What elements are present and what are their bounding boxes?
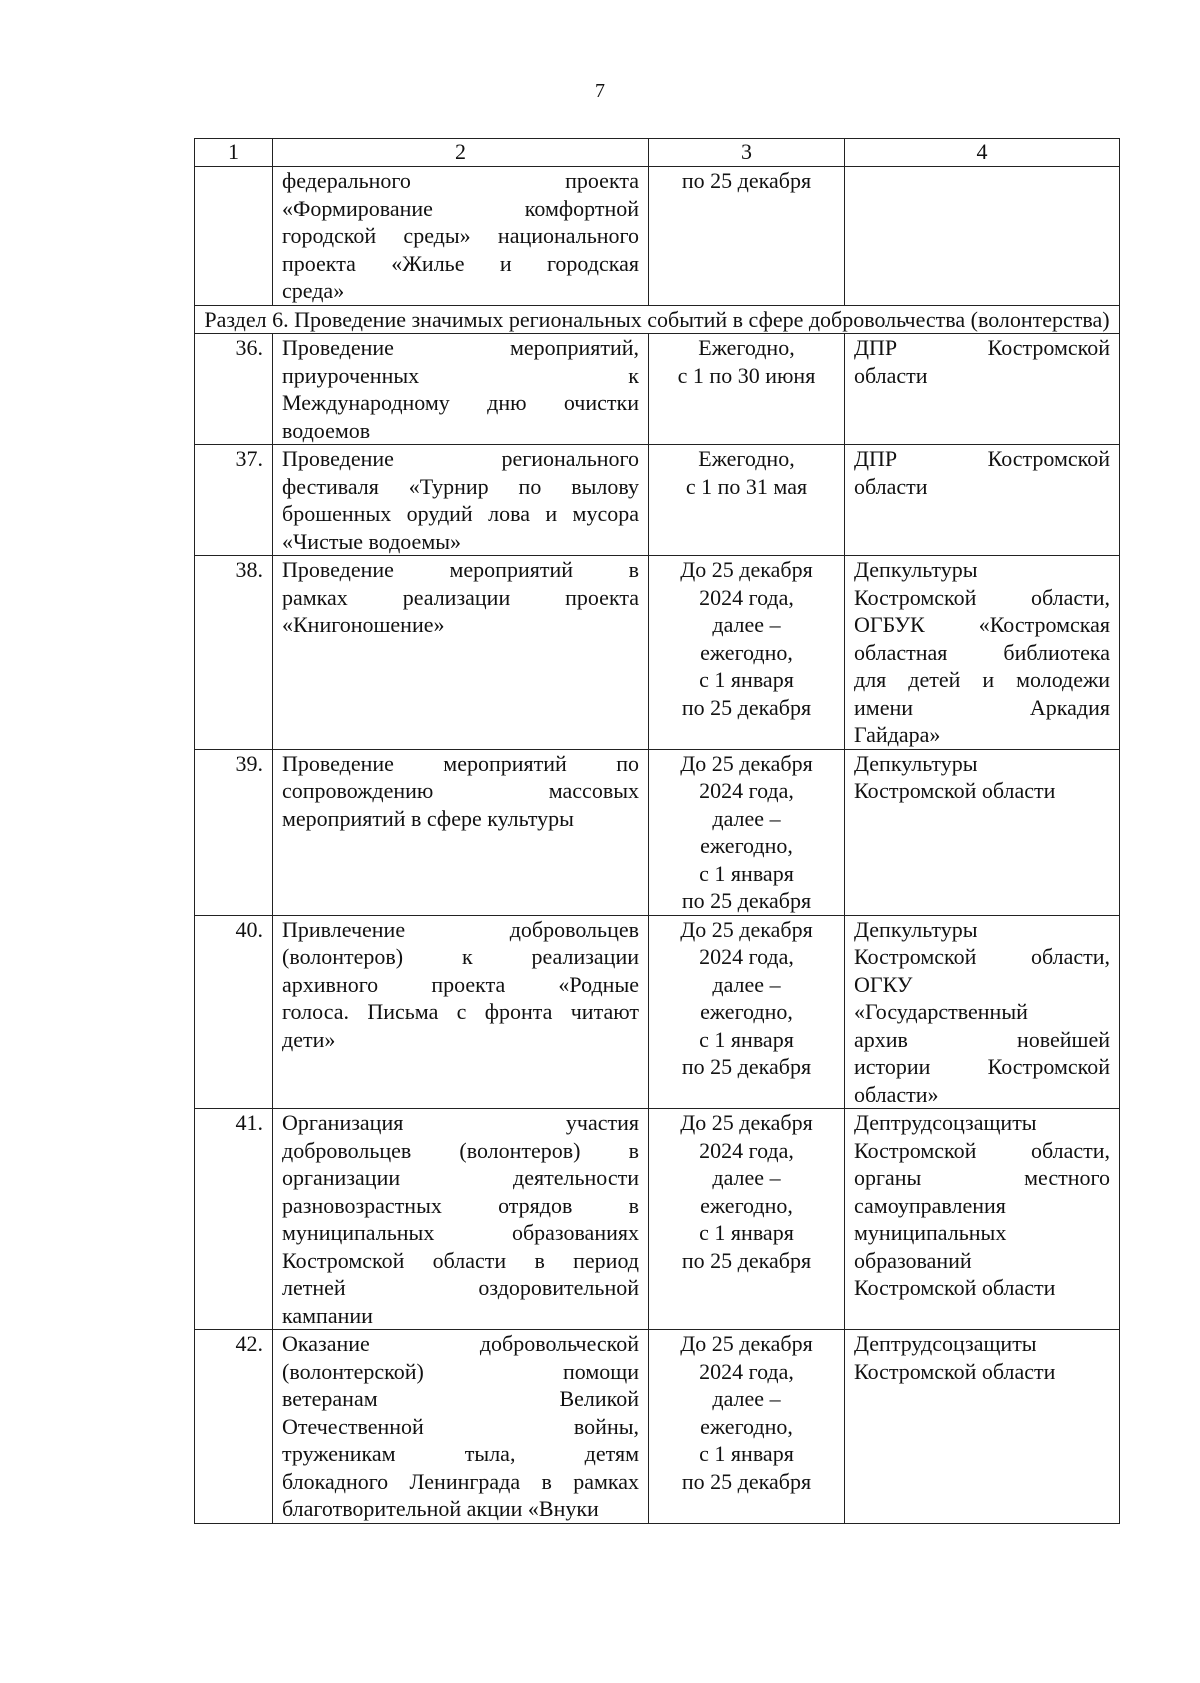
responsible-cell — [845, 445, 1120, 556]
description-line: добровольцев (волонтеров) в — [282, 1137, 639, 1163]
description-line: Оказание добровольческой — [282, 1331, 639, 1356]
description-line: Проведение мероприятий по — [282, 750, 639, 776]
responsible-line: Дептрудсоцзащиты — [854, 1110, 1037, 1135]
description-line: ветеранам Великой — [282, 1386, 639, 1411]
responsible-line: Депкультуры — [854, 557, 978, 582]
continuation-number-cell — [195, 167, 273, 306]
deadline-line: ежегодно, — [700, 639, 793, 665]
row-number: 37. — [195, 445, 273, 556]
description-line: брошенных орудий лова и мусора — [282, 501, 639, 526]
description-line: рамках реализации проекта — [282, 584, 639, 610]
deadline-cell — [649, 1330, 845, 1524]
description-cell — [273, 556, 649, 750]
deadline-line: с 1 по 31 мая — [685, 473, 808, 499]
deadline-line: ежегодно, — [700, 1413, 793, 1439]
deadline-line: с 1 января — [699, 860, 794, 886]
responsible-line: для детей и молодежи — [854, 667, 1110, 692]
deadline-cell — [649, 556, 845, 750]
description-line: Проведение регионального — [282, 446, 639, 471]
responsible-cell — [845, 334, 1120, 445]
description-line: Международному дню очистки — [282, 390, 639, 415]
responsible-line: истории Костромской — [854, 1054, 1110, 1079]
responsible-line: Гайдара» — [854, 722, 941, 747]
description-cell — [273, 1330, 649, 1524]
deadline-line: 2024 года, — [699, 584, 794, 610]
deadline-line: далее – — [712, 1386, 781, 1411]
table-row — [195, 915, 1120, 1109]
deadline-line: ежегодно, — [700, 1192, 793, 1218]
deadline-line: по 25 декабря — [681, 1468, 812, 1494]
description-line: Проведение мероприятий, — [282, 335, 639, 360]
column-header-1: 1 — [195, 139, 273, 167]
responsible-line: Дептрудсоцзащиты — [854, 1331, 1037, 1356]
description-line: «Формирование комфортной — [282, 195, 639, 221]
deadline-line: ежегодно, — [700, 833, 793, 858]
responsible-line: Костромской области — [854, 778, 1056, 803]
row-number: 40. — [195, 915, 273, 1109]
description-line: разновозрастных отрядов в — [282, 1192, 639, 1218]
deadline-line: с 1 по 30 июня — [677, 362, 816, 388]
description-cell — [273, 915, 649, 1109]
section-heading: Раздел 6. Проведение значимых региональных событий в сфере добровольчества (волонтерства) — [195, 305, 1120, 334]
column-header-2: 2 — [273, 139, 649, 167]
responsible-line: ОГБУК «Костромская — [854, 612, 1110, 637]
deadline-line: 2024 года, — [699, 944, 794, 969]
page-number: 7 — [595, 80, 605, 102]
responsible-line: имени Аркадия — [854, 694, 1110, 720]
deadline-line: 2024 года, — [699, 1358, 794, 1384]
description-line: «Книгоношение» — [282, 612, 445, 637]
row-number: 42. — [195, 1330, 273, 1524]
responsible-line: Костромской области, — [854, 944, 1110, 969]
responsible-line: органы местного — [854, 1165, 1110, 1190]
responsible-line: «Государственный — [854, 999, 1028, 1024]
row-number: 39. — [195, 749, 273, 915]
responsible-line: области — [854, 473, 928, 499]
deadline-line: До 25 декабря — [680, 557, 813, 582]
continuation-row — [195, 167, 1120, 306]
description-line: муниципальных образованиях — [282, 1220, 639, 1245]
description-cell — [273, 749, 649, 915]
description-line: водоемов — [282, 417, 371, 443]
continuation-description-cell — [273, 167, 649, 306]
responsible-cell — [845, 749, 1120, 915]
row-number: 38. — [195, 556, 273, 750]
deadline-line: 2024 года, — [699, 1137, 794, 1163]
table-row — [195, 445, 1120, 556]
responsible-line: ДПР Костромской — [854, 446, 1110, 471]
deadline-line: До 25 декабря — [680, 1331, 813, 1356]
responsible-line: ОГКУ — [854, 971, 913, 997]
deadline-line: ежегодно, — [700, 999, 793, 1024]
description-cell — [273, 1109, 649, 1330]
table-header-row — [195, 139, 1120, 167]
deadline-line: с 1 января — [699, 667, 794, 692]
description-line: летней оздоровительной — [282, 1275, 639, 1300]
responsible-line: Костромской области — [854, 1275, 1056, 1300]
responsible-line: Костромской области — [854, 1358, 1056, 1384]
responsible-line: муниципальных — [854, 1220, 1007, 1245]
deadline-line: по 25 декабря — [681, 888, 812, 913]
responsible-line: области» — [854, 1081, 939, 1107]
responsible-cell — [845, 915, 1120, 1109]
deadline-line: 2024 года, — [699, 778, 794, 803]
measures-table — [194, 138, 1120, 1524]
column-header-3: 3 — [649, 139, 845, 167]
description-line: среда» — [282, 278, 345, 303]
description-cell — [273, 334, 649, 445]
deadline-cell — [649, 749, 845, 915]
description-line: Организация участия — [282, 1110, 639, 1135]
responsible-cell — [845, 556, 1120, 750]
section-row — [195, 305, 1120, 334]
responsible-line: Депкультуры — [854, 750, 978, 776]
description-line: голоса. Письма с фронта читают — [282, 999, 639, 1024]
description-line: кампании — [282, 1302, 373, 1328]
responsible-line: Депкультуры — [854, 916, 978, 942]
deadline-line: по 25 декабря — [681, 694, 812, 720]
deadline-line: До 25 декабря — [680, 750, 813, 776]
deadline-line: До 25 декабря — [680, 916, 813, 942]
deadline-line: далее – — [712, 1165, 781, 1190]
table-row — [195, 556, 1120, 750]
deadline-line: далее – — [712, 612, 781, 637]
description-line: (волонтерской) помощи — [282, 1358, 639, 1384]
deadline-line: далее – — [712, 971, 781, 997]
description-line: «Чистые водоемы» — [282, 528, 462, 554]
table-row — [195, 334, 1120, 445]
description-line: дети» — [282, 1026, 336, 1052]
description-line: Привлечение добровольцев — [282, 916, 639, 942]
responsible-line: областная библиотека — [854, 639, 1110, 665]
responsible-cell — [845, 1109, 1120, 1330]
deadline-cell — [649, 1109, 845, 1330]
deadline-line: Ежегодно, — [698, 335, 795, 360]
description-line: архивного проекта «Родные — [282, 971, 639, 997]
deadline-line: До 25 декабря — [680, 1110, 813, 1135]
deadline-line: с 1 января — [699, 1441, 794, 1466]
row-number: 41. — [195, 1109, 273, 1330]
responsible-line: архив новейшей — [854, 1026, 1110, 1052]
description-cell — [273, 445, 649, 556]
description-line: труженикам тыла, детям — [282, 1441, 639, 1466]
table-row — [195, 1109, 1120, 1330]
responsible-line: ДПР Костромской — [854, 335, 1110, 360]
deadline-cell — [649, 445, 845, 556]
deadline-cell — [649, 915, 845, 1109]
description-line: Проведение мероприятий в — [282, 557, 639, 582]
deadline-line: Ежегодно, — [698, 446, 795, 471]
description-line: Костромской области в период — [282, 1247, 639, 1273]
description-line: блокадного Ленинграда в рамках — [282, 1468, 639, 1494]
description-line: фестиваля «Турнир по вылову — [282, 473, 639, 499]
responsible-line: самоуправления — [854, 1192, 1006, 1218]
table-row — [195, 749, 1120, 915]
description-line: организации деятельности — [282, 1165, 639, 1190]
description-line: сопровождению массовых — [282, 778, 639, 803]
column-header-4: 4 — [845, 139, 1120, 167]
description-line: мероприятий в сфере культуры — [282, 805, 574, 831]
description-line: приуроченных к — [282, 362, 639, 388]
description-line: Отечественной войны, — [282, 1413, 639, 1439]
continuation-responsible-cell — [845, 167, 1120, 306]
deadline-line: с 1 января — [699, 1220, 794, 1245]
responsible-line: Костромской области, — [854, 584, 1110, 610]
description-line: благотворительной акции «Внуки — [282, 1496, 599, 1521]
deadline-line: с 1 января — [699, 1026, 794, 1052]
row-number: 36. — [195, 334, 273, 445]
deadline-line: по 25 декабря — [681, 1054, 812, 1079]
deadline-line: далее – — [712, 805, 781, 831]
deadline-line: по 25 декабря — [681, 1247, 812, 1273]
description-line: (волонтеров) к реализации — [282, 944, 639, 969]
responsible-cell — [845, 1330, 1120, 1524]
responsible-line: области — [854, 362, 928, 388]
deadline-cell — [649, 334, 845, 445]
description-line: проекта «Жилье и городская — [282, 250, 639, 276]
responsible-line: Костромской области, — [854, 1137, 1110, 1163]
description-line: федерального проекта — [282, 168, 639, 193]
continuation-deadline-cell: по 25 декабря — [649, 167, 845, 306]
responsible-line: образований — [854, 1247, 972, 1273]
description-line: городской среды» национального — [282, 223, 639, 248]
table-row — [195, 1330, 1120, 1524]
